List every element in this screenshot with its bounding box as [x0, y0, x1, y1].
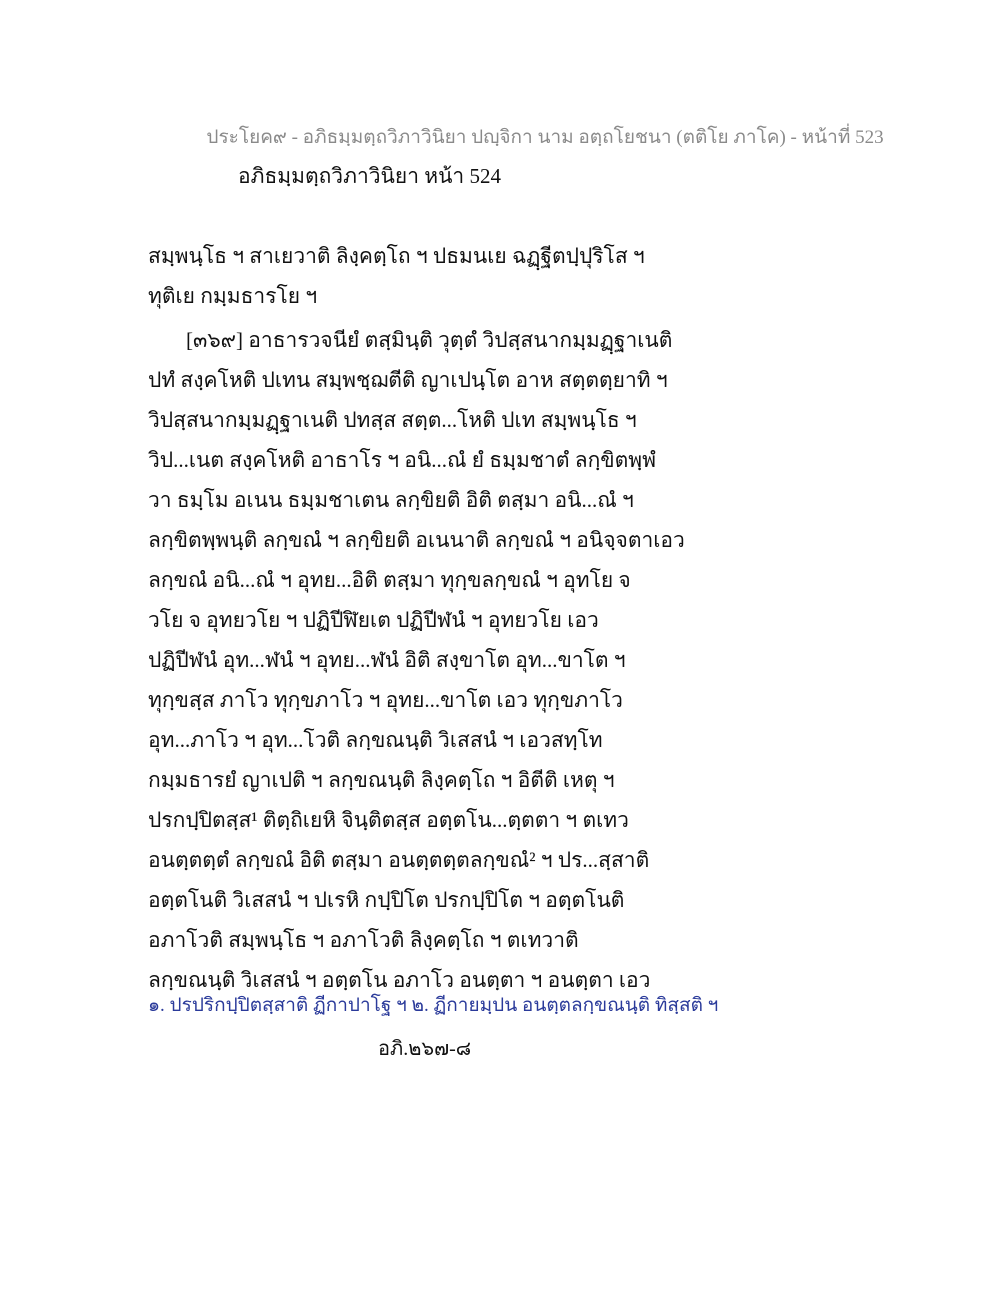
text-line: ปฏิปีฬนํ อุท...ฬนํ ฯ อุทย...ฬนํ อิติ สงฺขาโต อุท...ขาโต ฯ [148, 648, 626, 672]
text-line: วิปสฺสนากมฺมฏฺฐาเนติ ปทสฺส สตฺต...โหติ ปเท สมฺพนฺโธ ฯ [148, 408, 637, 432]
text-line: อุท...ภาโว ฯ อุท...โวติ ลกฺขณนฺติ วิเสสนํ ฯ เอวสทฺโท [148, 728, 603, 752]
text-line: สมฺพนฺโธ ฯ สาเยวาติ ลิงฺคตฺโถ ฯ ปธมนเย ฉฏฺฐีตปฺปุริโส ฯ [148, 244, 645, 268]
footnote: ๑. ปรปริกปฺปิตสฺสาติ ฏีกาปาโฐ ฯ ๒. ฏีกายมฺปน อนตฺตลกฺขณนฺติ ทิสฺสติ ฯ [148, 995, 719, 1016]
text-line: ทุติเย กมฺมธารโย ฯ [148, 284, 318, 308]
running-header: ประโยค๙ - อภิธมฺมตฺถวิภาวินิยา ปญฺจิกา นาม อตฺถโยชนา (ตติโย ภาโค) - หน้าที่ 523 [206, 127, 884, 148]
text-line: ลกฺขณํ อนิ...ณํ ฯ อุทย...อิติ ตสฺมา ทุกฺขลกฺขณํ ฯ อุทโย จ [148, 568, 631, 592]
paragraph-start-line: [๓๖๙] อาธารวจนียํ ตสฺมินฺติ วุตฺตํ วิปสฺสนากมฺมฏฺฐาเนติ [186, 328, 673, 352]
text-line: อตฺตโนติ วิเสสนํ ฯ ปเรหิ กปฺปิโต ปรกปฺปิโต ฯ อตฺตโนติ [148, 888, 625, 912]
text-line: อภาโวติ สมฺพนฺโธ ฯ อภาโวติ ลิงฺคตฺโถ ฯ ตเทวาติ [148, 928, 579, 952]
text-line: ทุกฺขสฺส ภาโว ทุกฺขภาโว ฯ อุทย...ขาโต เอว ทุกฺขภาโว [148, 688, 623, 712]
text-line: วิป...เนต สงฺคโหติ อาธาโร ฯ อนิ...ณํ ยํ ธมฺมชาตํ ลกฺขิตพฺพํ [148, 448, 656, 472]
page-title: อภิธมฺมตฺถวิภาวินิยา หน้า 524 [238, 164, 501, 188]
text-line: กมฺมธารยํ ญาเปติ ฯ ลกฺขณนฺติ ลิงฺคตฺโถ ฯ อิตีติ เหตุ ฯ [148, 768, 615, 792]
text-line: อนตฺตตฺตํ ลกฺขณํ อิติ ตสฺมา อนตฺตตฺตลกฺขณํ² ฯ ปร...สฺสาติ [148, 848, 650, 872]
text-line: วโย จ อุทยวโย ฯ ปฏิปีฬิยเต ปฏิปีฬนํ ฯ อุทยวโย เอว [148, 608, 599, 632]
footnote-reference: อภิ.๒๖๗-๘ [378, 1038, 472, 1060]
text-line: ปทํ สงฺคโหติ ปเทน สมฺพชฺฌตีติ ญาเปนฺโต อาห สตฺตตฺยาทิ ฯ [148, 368, 668, 392]
body-text [148, 236, 868, 1000]
text-line: ลกฺขิตพฺพนฺติ ลกฺขณํ ฯ ลกฺขิยติ อเนนาติ ลกฺขณํ ฯ อนิจฺจตาเอว [148, 528, 685, 552]
text-line: ปรกปฺปิตสฺส¹ ติตฺถิเยหิ จินฺติตสฺส อตฺตโน...ตฺตตา ฯ ตเทว [148, 808, 629, 832]
text-line: วา ธมฺโม อเนน ธมฺมชาเตน ลกฺขิยติ อิติ ตสฺมา อนิ...ณํ ฯ [148, 488, 634, 512]
text-line: ลกฺขณนฺติ วิเสสนํ ฯ อตฺตโน อภาโว อนตฺตา ฯ อนตฺตา เอว [148, 968, 651, 992]
